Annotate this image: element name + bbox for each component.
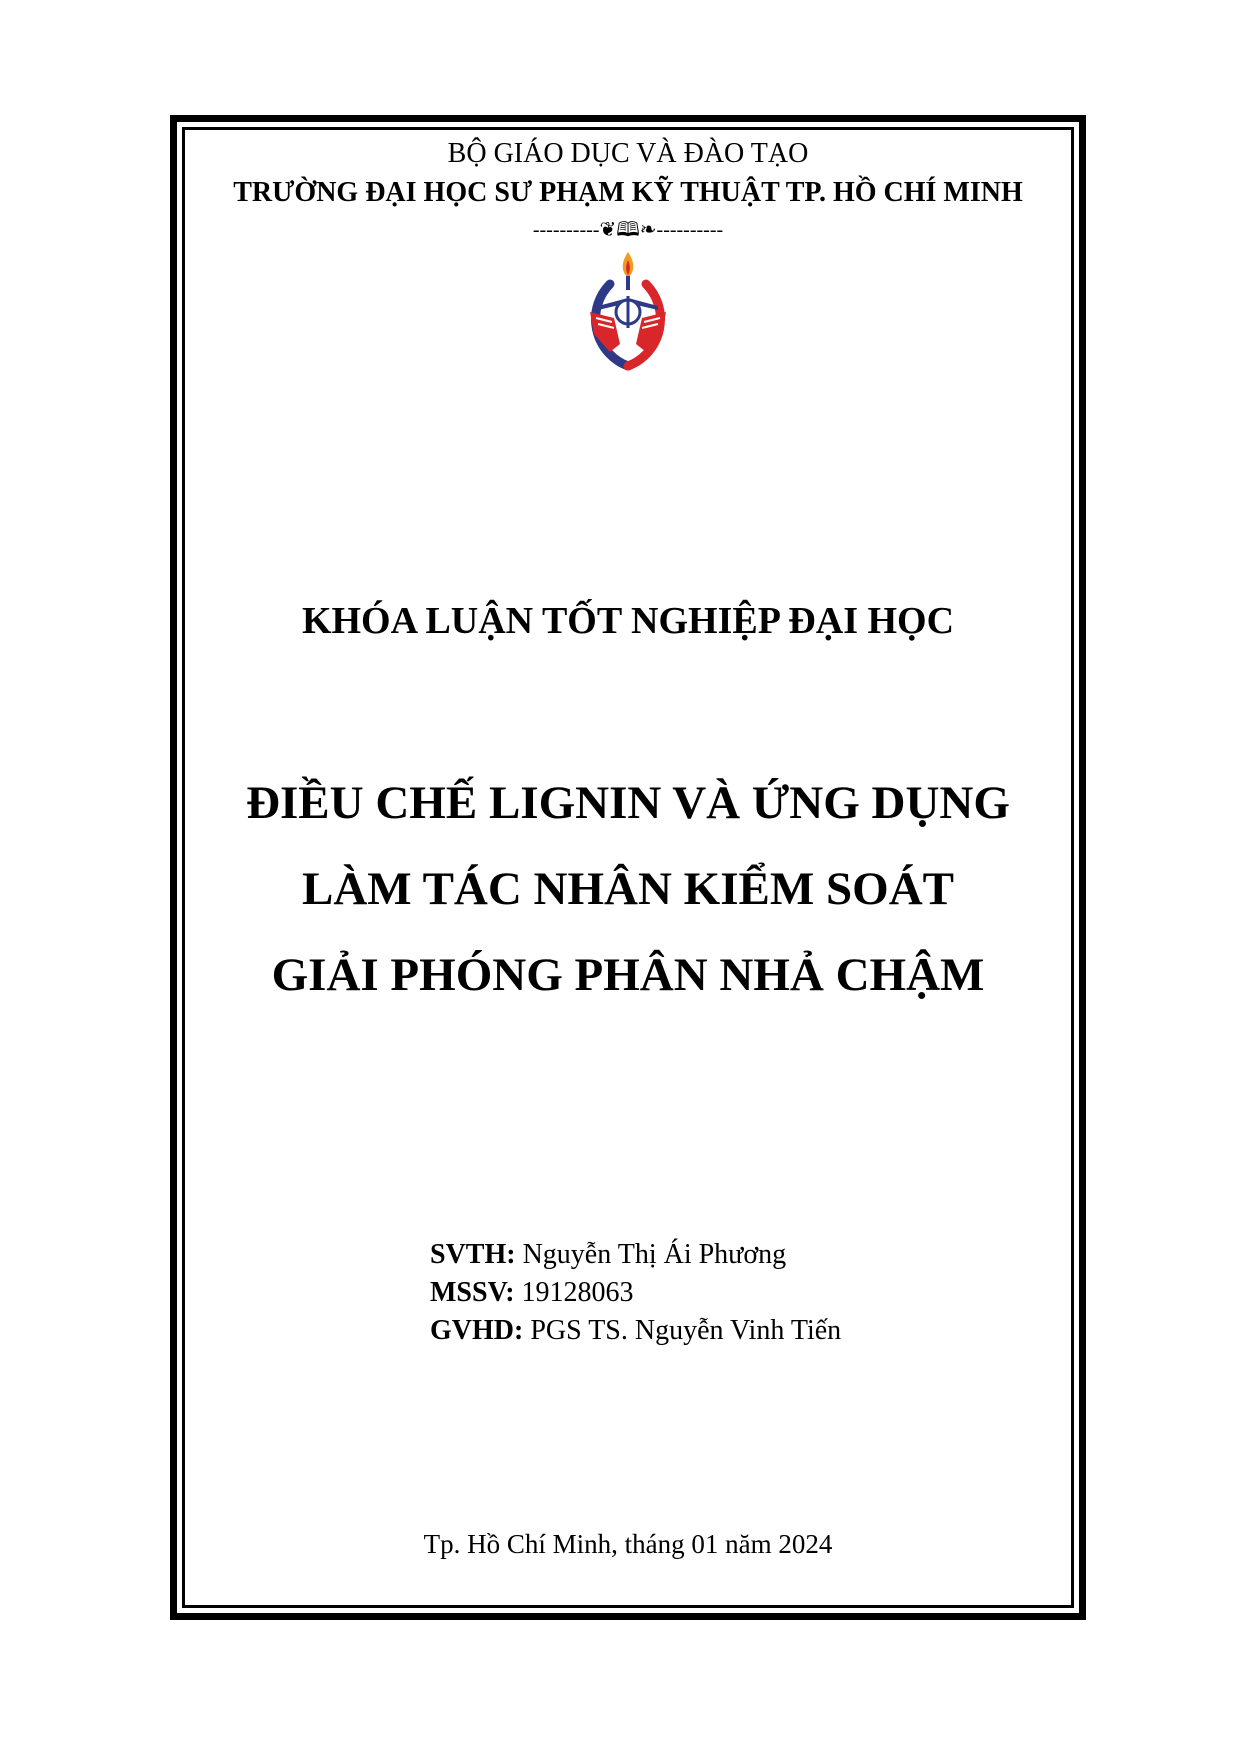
thesis-type-heading: KHÓA LUẬN TỐT NGHIỆP ĐẠI HỌC: [301, 600, 955, 642]
thesis-title: [185, 760, 1071, 1018]
student-label: SVTH:: [430, 1239, 516, 1270]
advisor-label: GVHD:: [430, 1315, 524, 1346]
thesis-title-line-3: GIẢI PHÓNG PHÂN NHẢ CHẬM: [271, 949, 985, 1001]
university-emblem-icon: [570, 248, 686, 372]
advisor-name: PGS TS. Nguyễn Vinh Tiến: [523, 1315, 842, 1346]
advisor-row: [430, 1312, 841, 1350]
ornament-divider: ----------❦🕮❧----------: [532, 219, 724, 241]
student-id-label: MSSV:: [430, 1277, 515, 1308]
place-date: Tp. Hồ Chí Minh, tháng 01 năm 2024: [423, 1529, 833, 1559]
university-name: TRƯỜNG ĐẠI HỌC SƯ PHẠM KỸ THUẬT TP. HỒ CHÍ MINH: [233, 177, 1023, 208]
student-info: [430, 1236, 841, 1350]
student-row: [430, 1236, 841, 1274]
student-id: 19128063: [514, 1277, 634, 1308]
thesis-title-line-1: ĐIỀU CHẾ LIGNIN VÀ ỨNG DỤNG: [246, 777, 1010, 829]
ministry-name: BỘ GIÁO DỤC VÀ ĐÀO TẠO: [447, 138, 809, 169]
student-name: Nguyễn Thị Ái Phương: [515, 1239, 787, 1270]
student-id-row: [430, 1274, 841, 1312]
thesis-title-line-2: LÀM TÁC NHÂN KIỂM SOÁT: [302, 863, 954, 915]
